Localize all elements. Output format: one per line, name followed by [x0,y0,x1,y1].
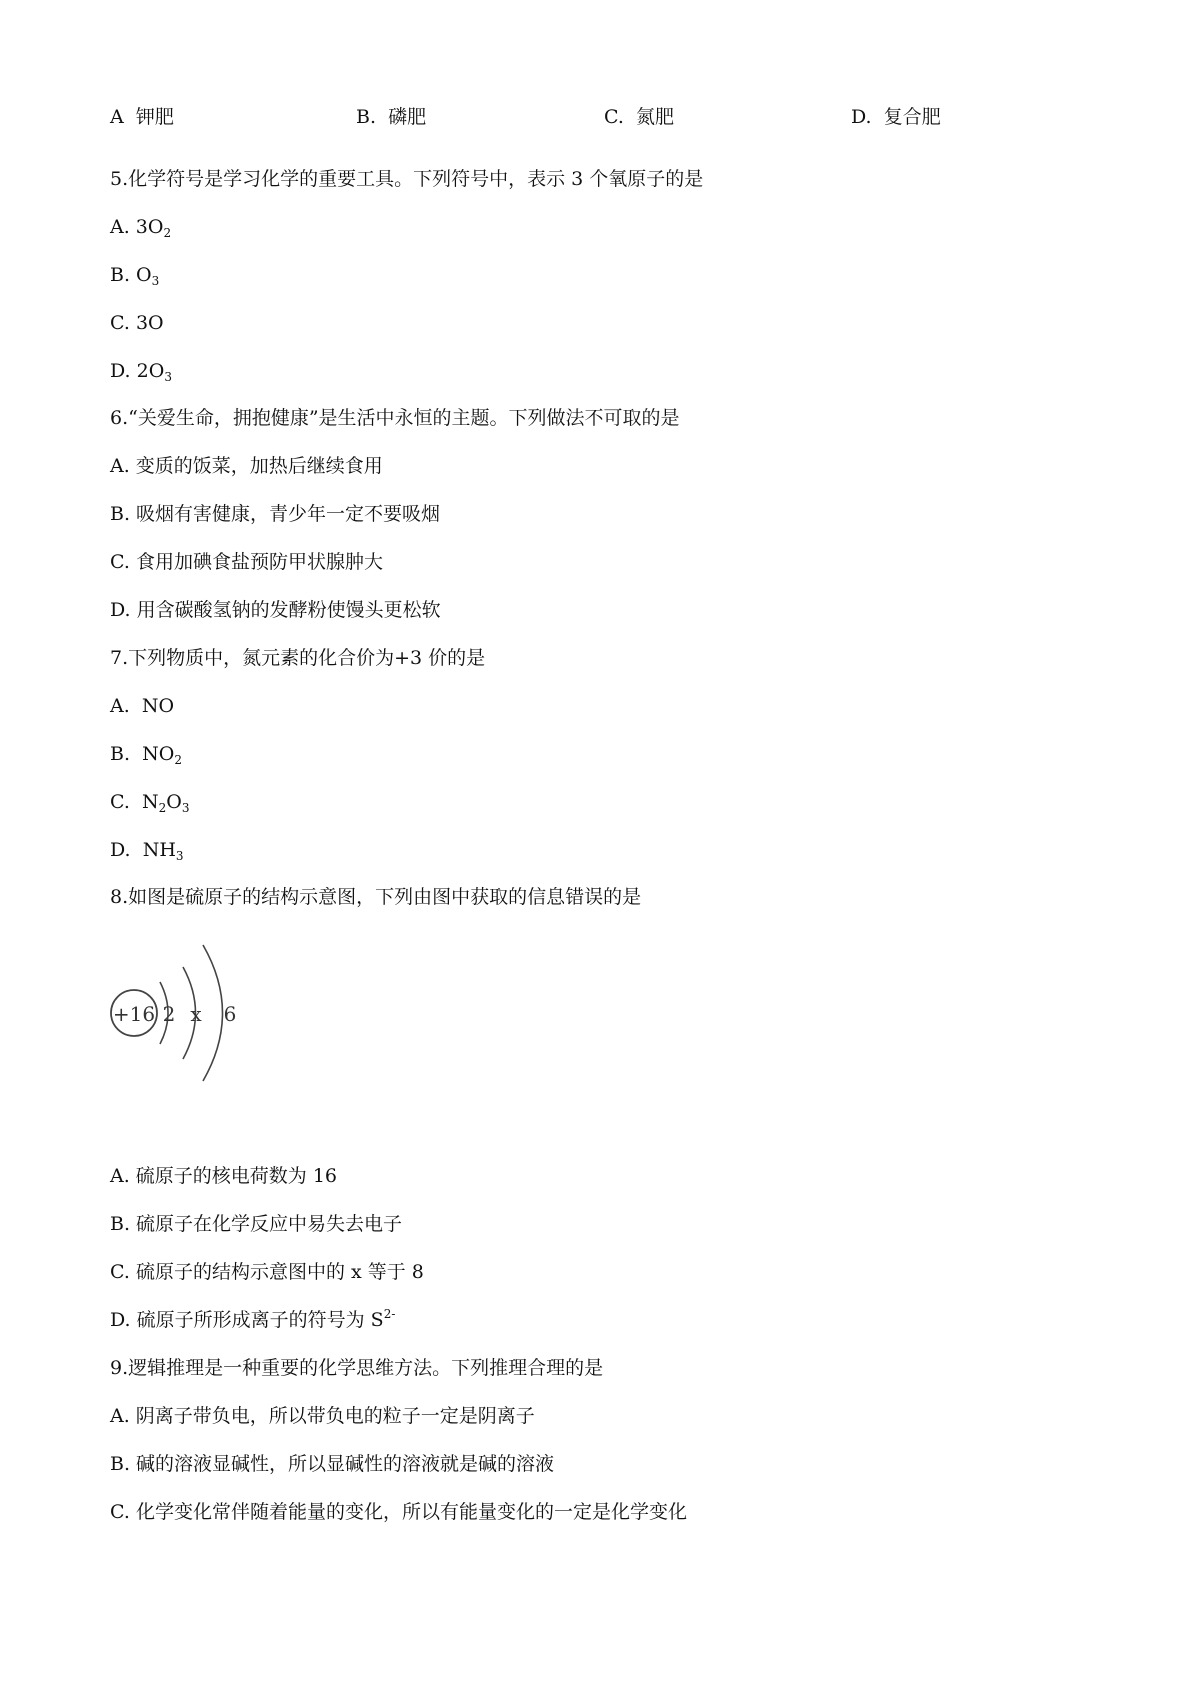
q4-option-c: C. 氮肥 [604,106,675,128]
q8-option-c: C. 硫原子的结构示意图中的 x 等于 8 [110,1261,424,1283]
q5-option-a: A. $3O_2$ [110,216,172,240]
q5-option-b: B. $O_3$ [110,264,160,288]
q5-stem: 5.化学符号是学习化学的重要工具。下列符号中，表示 3 个氧原子的是 [110,168,704,190]
q7-option-a: A. NO [110,695,175,717]
shell-2-electrons: x [190,1002,202,1026]
sulfur-atom-diagram [100,935,260,1085]
q7-option-c: C. $N_2O_3$ [110,791,190,815]
q7-option-d: D. $NH_3$ [110,839,184,863]
q9-option-a: A. 阴离子带负电，所以带负电的粒子一定是阴离子 [110,1405,535,1427]
q6-option-a: A. 变质的饭菜，加热后继续食用 [110,455,383,477]
q6-option-d: D. 用含碳酸氢钠的发酵粉使馒头更松软 [110,599,441,621]
q4-option-a: A 钾肥 [110,106,174,128]
q8-option-a: A. 硫原子的核电荷数为 16 [110,1165,338,1187]
shell-3-electrons: 6 [223,1002,237,1026]
q8-option-d: D. 硫原子所形成离子的符号为 $S^{2-}$ [110,1307,396,1331]
q7-option-b: B. $NO_2$ [110,743,182,767]
q5-option-c: C. 3O [110,312,164,334]
q6-option-c: C. 食用加碘食盐预防甲状腺肿大 [110,551,383,573]
q9-option-c: C. 化学变化常伴随着能量的变化，所以有能量变化的一定是化学变化 [110,1501,687,1523]
q4-options-row [110,102,1010,128]
q9-stem: 9.逻辑推理是一种重要的化学思维方法。下列推理合理的是 [110,1357,604,1379]
q8-stem: 8.如图是硫原子的结构示意图，下列由图中获取的信息错误的是 [110,886,642,908]
shell-arc-3 [203,945,223,1081]
q6-stem: 6.“关爱生命，拥抱健康”是生活中永恒的主题。下列做法不可取的是 [110,407,680,429]
q6-option-b: B. 吸烟有害健康，青少年一定不要吸烟 [110,503,441,525]
q5-option-d: D. $2O_3$ [110,360,172,384]
q8-option-b: B. 硫原子在化学反应中易失去电子 [110,1213,403,1235]
q9-option-b: B. 碱的溶液显碱性，所以显碱性的溶液就是碱的溶液 [110,1453,555,1475]
shell-1-electrons: 2 [162,1002,176,1026]
q4-option-d: D. 复合肥 [851,106,941,128]
q7-stem: 7.下列物质中，氮元素的化合价为+3 价的是 [110,647,486,669]
nucleus-charge: +16 [112,1002,156,1026]
q4-option-b: B. 磷肥 [356,106,427,128]
